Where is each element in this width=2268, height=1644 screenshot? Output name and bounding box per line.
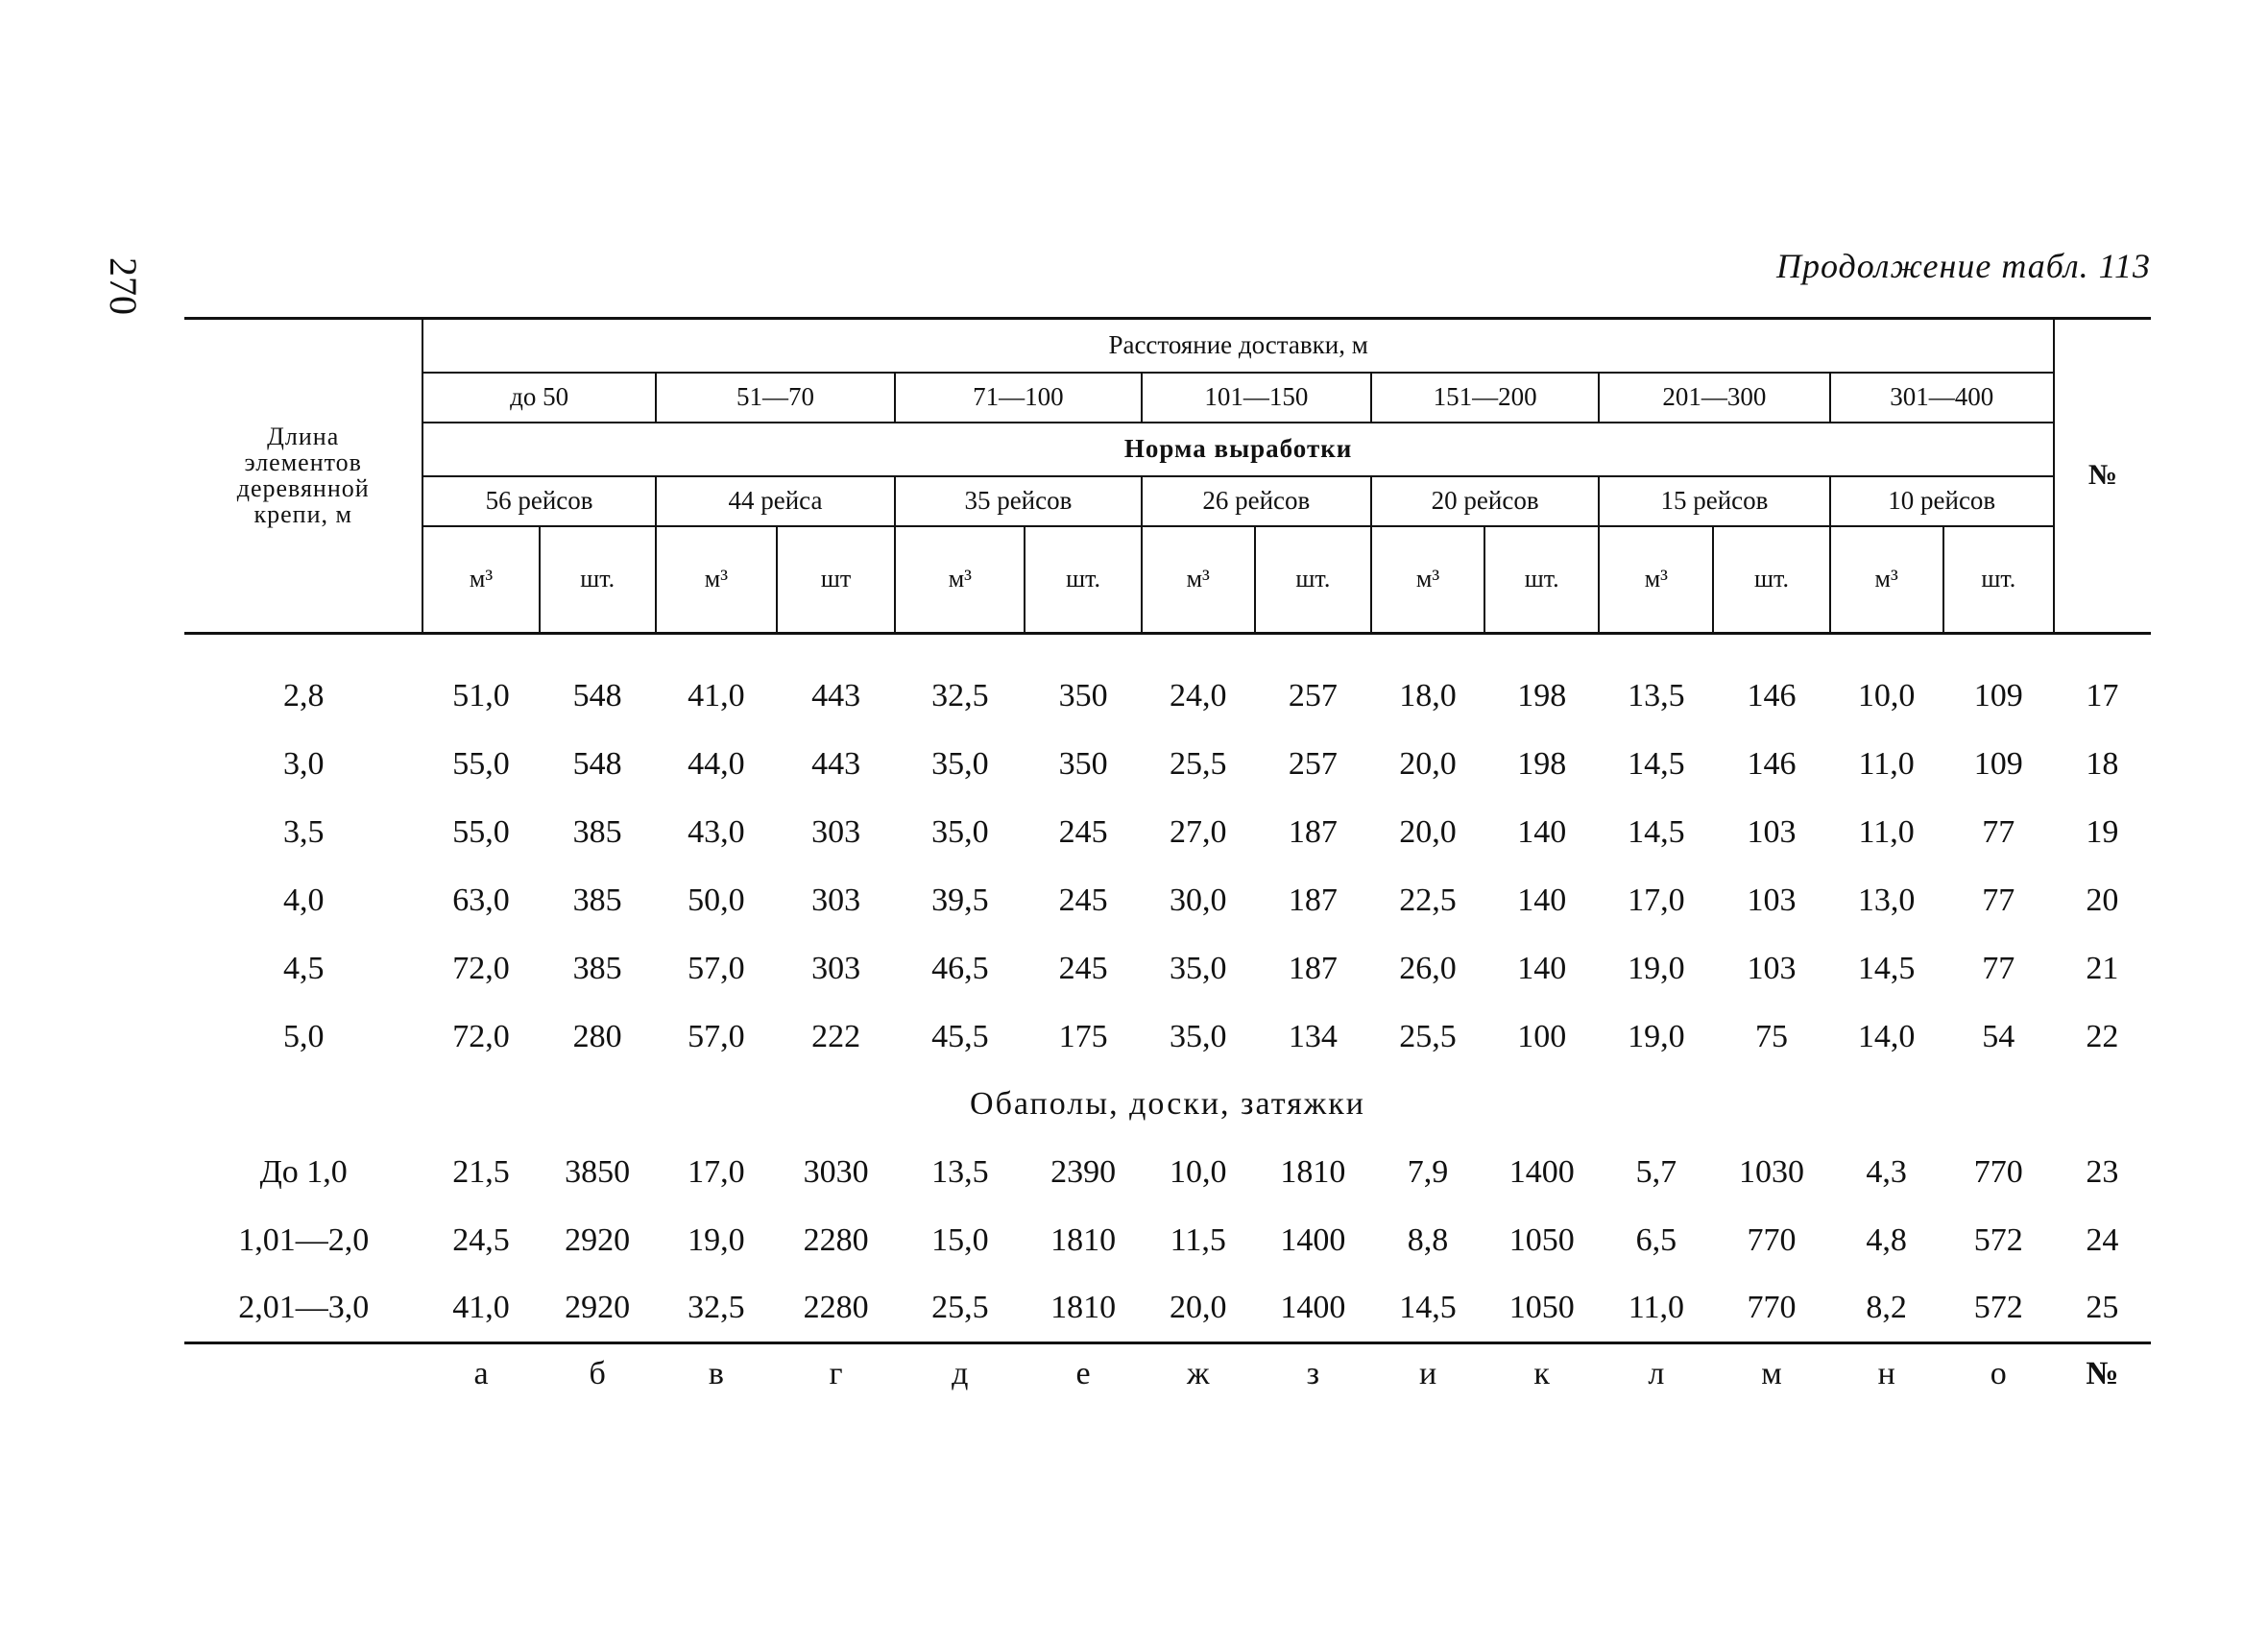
column-letter: а <box>473 1355 489 1391</box>
table-row <box>184 1274 2151 1342</box>
table-cell: 41,0 <box>688 677 745 713</box>
table-cell: 54 <box>1982 1018 2015 1054</box>
table-cell: 2280 <box>777 1274 895 1342</box>
table-cell: 4,8 <box>1866 1221 1907 1258</box>
table-cell: 72,0 <box>452 950 510 986</box>
row-label: 3,0 <box>282 745 325 782</box>
row-number: 21 <box>2086 950 2119 986</box>
table-cell: 548 <box>572 677 622 713</box>
row-label: 3,5 <box>282 813 325 850</box>
row-label-header-line: элементов <box>244 448 362 477</box>
table-cell: 32,5 <box>656 1274 777 1342</box>
column-letter: ж <box>1186 1355 1210 1391</box>
unit-cell: шт. <box>1025 526 1141 632</box>
table-row <box>184 730 2151 798</box>
table-cell: 35,0 <box>1169 950 1227 986</box>
table-cell: 20,0 <box>1399 745 1457 782</box>
table-cell: 1030 <box>1739 1153 1804 1190</box>
table-cell: 10,0 <box>1857 677 1916 713</box>
table-cell: 77 <box>1982 813 2015 850</box>
table-cell: 21,5 <box>452 1153 510 1190</box>
table-cell: 17,0 <box>688 1153 745 1190</box>
table-cell: 1400 <box>1508 1153 1575 1190</box>
table-cell: 245 <box>1058 882 1108 918</box>
unit-cell: м³ <box>1599 526 1713 632</box>
table-cell: 1400 <box>1255 1274 1371 1342</box>
table-cell: 57,0 <box>688 1018 745 1054</box>
row-label: 4,5 <box>282 950 325 986</box>
header-row-units <box>184 526 2151 632</box>
distance-range: 151—200 <box>1371 373 1599 423</box>
table-cell: 245 <box>1058 950 1108 986</box>
trips-cell: 56 рейсов <box>422 476 655 526</box>
table-cell: 257 <box>1288 745 1338 782</box>
table-cell: 245 <box>1058 813 1108 850</box>
table-cell: 20,0 <box>1399 813 1457 850</box>
table-cell: 5,7 <box>1635 1153 1677 1190</box>
table-cell: 385 <box>572 813 622 850</box>
table-row <box>184 1206 2151 1274</box>
table-cell: 350 <box>1058 677 1108 713</box>
table-cell: 45,5 <box>931 1018 989 1054</box>
table-cell: 140 <box>1517 882 1567 918</box>
table-cell: 146 <box>1747 677 1797 713</box>
table-cell: 27,0 <box>1169 813 1227 850</box>
table-cell: 572 <box>1973 1221 2023 1258</box>
table-cell: 72,0 <box>452 1018 510 1054</box>
header-row-distance <box>184 319 2151 373</box>
table-cell: 11,0 <box>1858 813 1915 850</box>
table-cell: 770 <box>1747 1221 1797 1258</box>
header-row-ranges <box>184 373 2151 423</box>
header-row-trips <box>184 476 2151 526</box>
table-cell: 8,8 <box>1407 1221 1449 1258</box>
table-row <box>184 662 2151 730</box>
table-cell: 187 <box>1288 882 1338 918</box>
column-letter: и <box>1418 1355 1437 1391</box>
column-letter: б <box>589 1355 606 1391</box>
table-cell: 57,0 <box>688 950 745 986</box>
table-cell: 303 <box>811 813 861 850</box>
table-cell: 2280 <box>803 1221 869 1258</box>
table-cell: 6,5 <box>1635 1221 1677 1258</box>
row-number: 25 <box>2054 1274 2151 1342</box>
table-cell: 1810 <box>1280 1153 1346 1190</box>
table-cell: 19,0 <box>1628 950 1685 986</box>
table-cell: 222 <box>811 1018 861 1054</box>
table-cell: 14,5 <box>1371 1274 1484 1342</box>
table-cell: 572 <box>1943 1274 2054 1342</box>
table-cell: 25,5 <box>1399 1018 1457 1054</box>
table-cell: 1400 <box>1280 1221 1346 1258</box>
number-header: № <box>2054 319 2151 632</box>
table-cell: 41,0 <box>422 1274 539 1342</box>
table-cell: 443 <box>811 745 861 782</box>
table-cell: 770 <box>1713 1274 1829 1342</box>
table-cell: 15,0 <box>931 1221 989 1258</box>
distance-header: Расстояние доставки, м <box>422 319 2053 373</box>
table-cell: 103 <box>1747 813 1797 850</box>
trips-cell: 35 рейсов <box>895 476 1141 526</box>
table-cell: 44,0 <box>688 745 745 782</box>
column-letter: е <box>1075 1355 1091 1391</box>
row-number: 18 <box>2086 745 2119 782</box>
table-cell: 35,0 <box>931 813 989 850</box>
unit-cell: шт. <box>540 526 656 632</box>
table-row <box>184 866 2151 934</box>
column-letter: н <box>1877 1355 1895 1391</box>
table-row <box>184 934 2151 1003</box>
row-label-header <box>184 319 422 632</box>
table-cell: 103 <box>1747 882 1797 918</box>
section-title-row <box>184 1071 2151 1138</box>
unit-cell: м³ <box>1371 526 1484 632</box>
table-cell: 11,0 <box>1858 745 1915 782</box>
table-cell: 13,5 <box>1628 677 1685 713</box>
table-cell: 26,0 <box>1399 950 1457 986</box>
norm-header: Норма выработки <box>422 423 2053 476</box>
unit-cell: шт. <box>1255 526 1371 632</box>
table-cell: 187 <box>1288 950 1338 986</box>
row-label-header-line: крепи, м <box>253 500 352 529</box>
table-cell: 175 <box>1058 1018 1108 1054</box>
table-cell: 11,0 <box>1599 1274 1713 1342</box>
table-cell: 10,0 <box>1169 1153 1227 1190</box>
trips-cell: 10 рейсов <box>1830 476 2054 526</box>
unit-cell: м³ <box>656 526 777 632</box>
unit-cell: м³ <box>1142 526 1255 632</box>
table-cell: 3850 <box>565 1153 631 1190</box>
trips-cell: 20 рейсов <box>1371 476 1599 526</box>
row-label: 2,8 <box>282 677 325 713</box>
table-cell: 187 <box>1288 813 1338 850</box>
table-cell: 8,2 <box>1830 1274 1943 1342</box>
column-letter: о <box>1990 1355 2007 1391</box>
table-row <box>184 1003 2151 1071</box>
table-cell: 385 <box>572 950 622 986</box>
row-number: 17 <box>2086 677 2119 713</box>
letters-number-label: № <box>2086 1355 2119 1391</box>
table-cell: 103 <box>1747 950 1797 986</box>
main-rows <box>184 662 2151 1071</box>
trips-cell: 44 рейса <box>656 476 895 526</box>
table-cell: 198 <box>1517 677 1567 713</box>
column-letter: з <box>1306 1355 1320 1391</box>
table-cell: 24,5 <box>452 1221 510 1258</box>
table-cell: 18,0 <box>1399 677 1457 713</box>
table-cell: 20,0 <box>1142 1274 1255 1342</box>
row-number: 19 <box>2086 813 2119 850</box>
unit-cell: шт. <box>1713 526 1829 632</box>
table-cell: 51,0 <box>452 677 510 713</box>
trips-cell: 15 рейсов <box>1599 476 1829 526</box>
column-letter: г <box>829 1355 843 1391</box>
row-number: 24 <box>2086 1221 2119 1258</box>
unit-cell: шт <box>777 526 895 632</box>
table-cell: 63,0 <box>452 882 510 918</box>
unit-cell: м³ <box>895 526 1025 632</box>
table-cell: 2920 <box>540 1274 656 1342</box>
distance-range: 101—150 <box>1142 373 1371 423</box>
table-cell: 2920 <box>565 1221 631 1258</box>
table-cell: 350 <box>1058 745 1108 782</box>
table-cell: 11,5 <box>1170 1221 1226 1258</box>
table-row <box>184 798 2151 866</box>
column-letters-row <box>184 1342 2151 1404</box>
row-label: 4,0 <box>282 882 325 918</box>
column-letter: д <box>952 1355 969 1391</box>
section-rows <box>184 1138 2151 1342</box>
table-cell: 35,0 <box>1169 1018 1227 1054</box>
column-letter: м <box>1761 1355 1782 1391</box>
table-cell: 19,0 <box>1628 1018 1685 1054</box>
table-cell: 14,5 <box>1857 950 1916 986</box>
row-label-header-line: Длина <box>267 423 340 451</box>
table-cell: 30,0 <box>1169 882 1227 918</box>
table-cell: 13,5 <box>931 1153 989 1190</box>
table-cell: 19,0 <box>688 1221 745 1258</box>
table-cell: 385 <box>572 882 622 918</box>
row-number: 23 <box>2086 1153 2119 1190</box>
table-cell: 24,0 <box>1169 677 1227 713</box>
table-cell: 140 <box>1517 950 1567 986</box>
table-cell: 14,5 <box>1628 813 1685 850</box>
table-cell: 100 <box>1517 1018 1567 1054</box>
table-cell: 17,0 <box>1628 882 1685 918</box>
table-cell: 1810 <box>1050 1221 1117 1258</box>
table-cell: 32,5 <box>931 677 989 713</box>
table-cell: 109 <box>1973 677 2023 713</box>
table-cell: 25,5 <box>1169 745 1227 782</box>
unit-cell: шт. <box>1484 526 1599 632</box>
table-cell: 75 <box>1755 1018 1788 1054</box>
distance-range: до 50 <box>422 373 655 423</box>
table-cell: 25,5 <box>895 1274 1025 1342</box>
table-cell: 146 <box>1747 745 1797 782</box>
trips-cell: 26 рейсов <box>1142 476 1371 526</box>
section-title: Обаполы, доски, затяжки <box>970 1086 1365 1122</box>
unit-cell: шт. <box>1943 526 2054 632</box>
table-cell: 55,0 <box>452 813 510 850</box>
table-cell: 22,5 <box>1399 882 1457 918</box>
table-cell: 770 <box>1973 1153 2023 1190</box>
distance-range: 301—400 <box>1830 373 2054 423</box>
page-number: 270 <box>102 257 145 315</box>
table-cell: 2390 <box>1050 1153 1117 1190</box>
table-cell: 77 <box>1982 882 2015 918</box>
column-letter: в <box>708 1355 724 1391</box>
row-number: 20 <box>2086 882 2119 918</box>
table-cell: 39,5 <box>931 882 989 918</box>
table-cell: 134 <box>1288 1018 1338 1054</box>
table-cell: 50,0 <box>688 882 745 918</box>
table-cell: 77 <box>1982 950 2015 986</box>
table-cell: 303 <box>811 882 861 918</box>
table-cell: 1050 <box>1484 1274 1599 1342</box>
table-row <box>184 1138 2151 1206</box>
table-cell: 55,0 <box>452 745 510 782</box>
table-cell: 109 <box>1973 745 2023 782</box>
row-label: До 1,0 <box>259 1153 348 1190</box>
distance-range: 51—70 <box>656 373 895 423</box>
table-cell: 7,9 <box>1407 1153 1449 1190</box>
table-cell: 548 <box>572 745 622 782</box>
table-cell: 1810 <box>1025 1274 1141 1342</box>
row-label: 5,0 <box>282 1018 325 1054</box>
table-cell: 303 <box>811 950 861 986</box>
table-cell: 3030 <box>803 1153 869 1190</box>
table-cell: 1050 <box>1508 1221 1575 1258</box>
main-table <box>184 317 2151 1404</box>
table-cell: 140 <box>1517 813 1567 850</box>
row-number: 22 <box>2086 1018 2119 1054</box>
table-cell: 46,5 <box>931 950 989 986</box>
table-caption: Продолжение табл. 113 <box>1775 247 2151 285</box>
column-letter: л <box>1648 1355 1665 1391</box>
table-cell: 35,0 <box>931 745 989 782</box>
distance-range: 201—300 <box>1599 373 1829 423</box>
table-cell: 14,0 <box>1857 1018 1916 1054</box>
table-cell: 198 <box>1517 745 1567 782</box>
unit-cell: м³ <box>422 526 539 632</box>
table-cell: 280 <box>572 1018 622 1054</box>
table-cell: 4,3 <box>1866 1153 1907 1190</box>
header-row-norm <box>184 423 2151 476</box>
table-cell: 443 <box>811 677 861 713</box>
column-letter: к <box>1533 1355 1550 1391</box>
row-label: 2,01—3,0 <box>184 1274 422 1342</box>
table-cell: 14,5 <box>1628 745 1685 782</box>
distance-range: 71—100 <box>895 373 1141 423</box>
table-cell: 13,0 <box>1857 882 1916 918</box>
table-cell: 43,0 <box>688 813 745 850</box>
row-label: 1,01—2,0 <box>238 1221 370 1258</box>
unit-cell: м³ <box>1830 526 1943 632</box>
row-label-header-line: деревянной <box>236 474 370 503</box>
table-cell: 257 <box>1288 677 1338 713</box>
